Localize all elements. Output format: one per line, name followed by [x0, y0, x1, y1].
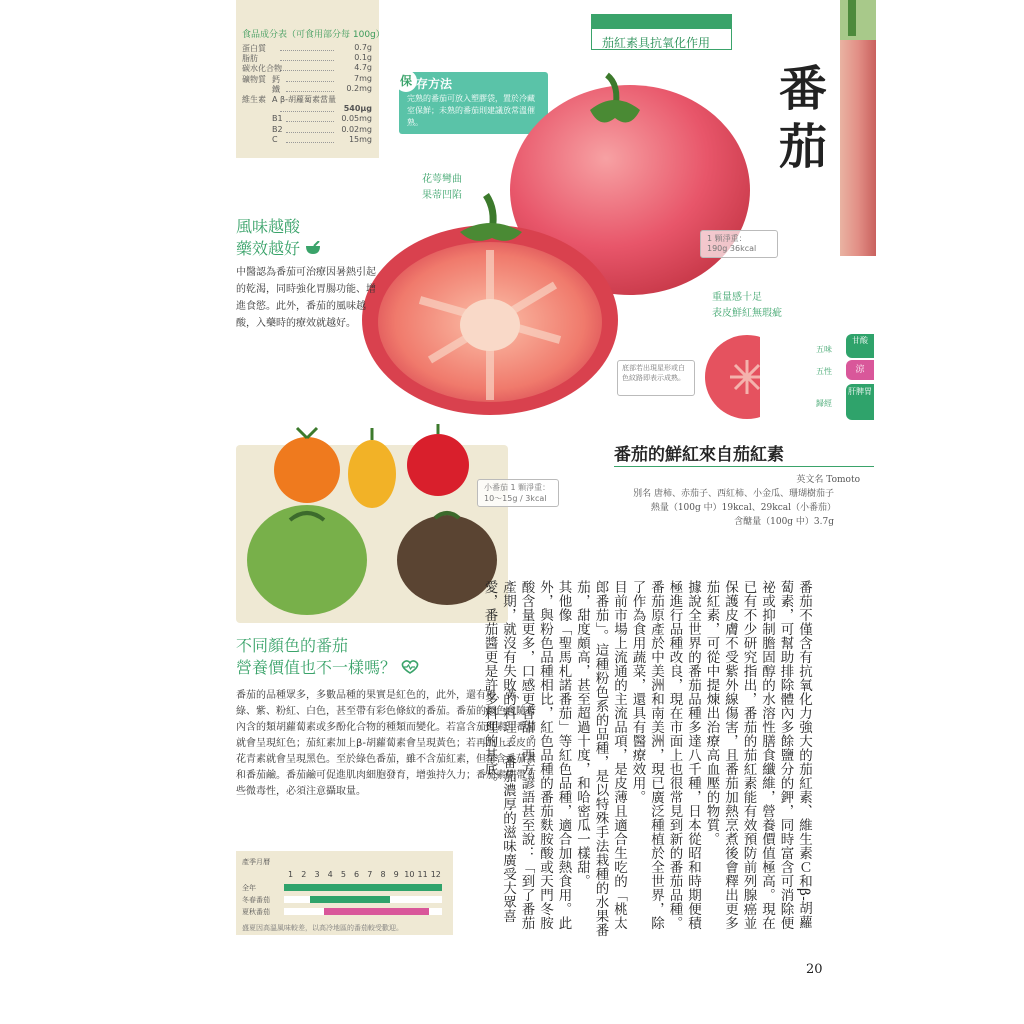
info-calories: 熱量（100g 中）19kcal、29kcal（小番茄）	[650, 503, 836, 513]
storage-body: 完熟的番茄可放入塑膠袋，置於冷藏室保鮮；未熟的番茄則建議放常溫催熟。	[407, 94, 535, 127]
mortar-icon	[305, 241, 321, 255]
tcm-label-meridian: 歸經	[816, 399, 832, 408]
tomato-varieties-photo	[240, 410, 510, 630]
nutrition-row: 維生素 A β-胡蘿蔔素當量	[242, 95, 337, 104]
flavor-body: 中醫認為番茄可治療因暑熱引起的乾渴，同時強化胃腸功能、增進食慾。此外，番茄的風味越酸，入藥時的療效就越好。	[236, 267, 376, 329]
color-heading: 不同顏色的番茄 營養價值也不一樣嗎？	[236, 635, 419, 679]
calendar-month: 6	[354, 870, 360, 879]
tomato-edge-photo	[840, 0, 876, 256]
calendar-month: 9	[393, 870, 399, 879]
heart-pulse-icon	[401, 660, 419, 674]
tcm-label-taste: 五味	[816, 345, 832, 354]
harvest-calendar	[236, 851, 453, 935]
body-paragraph-1: 番茄不僅含有抗氧化力強大的茄紅素、維生素Ｃ和β-胡蘿蔔素，可幫助排除體內多餘鹽分的鉀，同時富含可消除便祕或抑制膽固醇的水溶性膳食纖維，營養價值極高。現在已有不少研究指出，番茄的茄紅素能有效預防前列腺癌並保護皮膚不受紫外線傷害，且番茄加熱烹煮後會釋出更多茄紅素，可從中提煉出治療高血壓的物質。	[703, 580, 812, 930]
main-heading-rule	[614, 466, 874, 467]
calendar-month: 12	[430, 870, 441, 879]
weight-callout: 1 顆淨重： 190g 36kcal	[700, 230, 778, 258]
info-sugar: 含醣量（100g 中）3.7g	[734, 517, 834, 527]
nutrition-row: 蛋白質 0.7g	[242, 43, 372, 53]
lycopene-tag-text: 茄紅素具抗氧化作用	[602, 36, 711, 50]
nutrition-title: 食品成分表（可食用部分每 100g）	[242, 30, 385, 40]
bottom-callout: 底部若出現星形或白色紋路即表示成熟。	[617, 360, 695, 396]
nutrition-row: 540µg	[242, 104, 372, 114]
nutrition-table	[236, 0, 385, 158]
skin-callout: 重量感十足 表皮鮮紅無瑕疵	[712, 292, 782, 319]
tcm-label-nature: 五性	[816, 367, 832, 376]
small-tomato-weight-callout: 小番茄 1 顆淨重： 10～15g / 3kcal	[477, 479, 559, 507]
storage-heading: 存方法	[416, 77, 453, 91]
calendar-month: 1	[288, 870, 294, 879]
page-title-char-2: 茄	[778, 119, 827, 175]
tcm-pill-nature: 涼	[846, 360, 874, 380]
calendar-title: 產季月曆	[242, 858, 270, 866]
calendar-season-bar	[310, 896, 389, 903]
calendar-month: 11	[417, 870, 428, 879]
body-vertical-text	[481, 580, 813, 940]
info-aliases: 別名 唐柿、赤茄子、西紅柿、小金瓜、珊瑚樹茄子	[633, 489, 834, 499]
calendar-row-label: 夏秋番茄	[242, 908, 270, 916]
calendar-month: 3	[314, 870, 320, 879]
body-paragraph-3: 目前市場上流通的主流品項，是皮薄且適合生吃的「桃太郎番茄」。這種粉色系的品種，是以特殊手法栽種的水果番茄，甜度頗高，甚至超過十度，和哈密瓜一樣甜。	[574, 580, 627, 938]
calendar-row-label: 冬春番茄	[242, 896, 270, 904]
calendar-month: 2	[301, 870, 307, 879]
calendar-note: 盛夏因高溫風味較差，以高冷地區的番茄較受歡迎。	[242, 924, 403, 932]
nutrition-row: C 15mg	[272, 134, 372, 144]
page-number: 20	[806, 962, 823, 977]
calendar-month: 5	[340, 870, 346, 879]
calendar-month: 8	[380, 870, 386, 879]
tcm-pill-taste: 甘酸	[846, 334, 874, 358]
flavor-heading: 風味越酸 藥效越好	[236, 216, 321, 260]
calendar-month: 7	[367, 870, 373, 879]
stem-callout: 花萼彎曲 果蒂凹陷	[422, 174, 462, 201]
page-title	[773, 60, 833, 176]
storage-heading-char: 保	[395, 70, 417, 92]
calendar-row-label: 全年	[242, 884, 256, 892]
body-paragraph-4: 其他像「聖馬札諾番茄」等紅色品種，適合加熱食用。此外，與粉色品種相比，紅色品種的番茄麩胺酸或天門冬胺酸含量更多，口感更香甜。西方諺語甚至說：「到了番茄產期，就沒有失敗的料理。」番茄濃厚的滋味廣受大眾喜愛，番茄醬更是許多料理的基底。	[481, 580, 572, 930]
nutrition-row: 脂肪 0.1g	[242, 53, 372, 64]
main-heading: 番茄的鮮紅來自茄紅素	[614, 445, 784, 465]
color-body: 番茄的品種眾多，多數品種的果實是紅色的，此外，還有橙、黃、綠、紫、粉紅、白色，甚至帶有彩色條紋的番茄。番茄的顏色會隨著內含的類胡蘿蔔素或多酚化合物的種類而變化。若富含茄紅素，番茄就會呈現紅色；茄紅素加上β-胡蘿蔔素會呈現黃色；若再加上表皮的花青素就會呈現黑色。至於綠色番茄，雖不含茄紅素，但富含番茄素和番茄鹼。番茄鹼可促進肌肉細胞發育，增強持久力；番茄素則帶有些微毒性，必須注意攝取量。	[236, 690, 536, 797]
nutrition-row: 碳水化合物 4.7g	[242, 63, 372, 74]
page-title-char-1: 番	[778, 61, 827, 117]
calendar-season-bar	[324, 908, 430, 915]
nutrition-row: B1 0.05mg	[272, 114, 372, 124]
calendar-month: 10	[404, 870, 415, 879]
lycopene-tag	[591, 14, 732, 50]
info-english: 英文名 Tomoto	[796, 475, 860, 485]
nutrition-row: 鐵 0.2mg	[272, 83, 372, 94]
nutrition-row: B2 0.02mg	[272, 124, 372, 134]
tcm-pill-meridian: 肝脾胃	[846, 384, 874, 420]
calendar-month: 4	[327, 870, 333, 879]
nutrition-row: 礦物質 鈣 7mg	[242, 73, 372, 84]
calendar-season-bar	[284, 884, 442, 891]
body-paragraph-2: 據說全世界的番茄品種多達八千種，日本從昭和時期便積極進行品種改良，現在市面上也很常見到新的番茄品種。番茄原產於中美洲和南美洲，現已廣泛種植於全世界，除了作為食用蔬菜，還具有醫療效用。	[629, 580, 701, 930]
